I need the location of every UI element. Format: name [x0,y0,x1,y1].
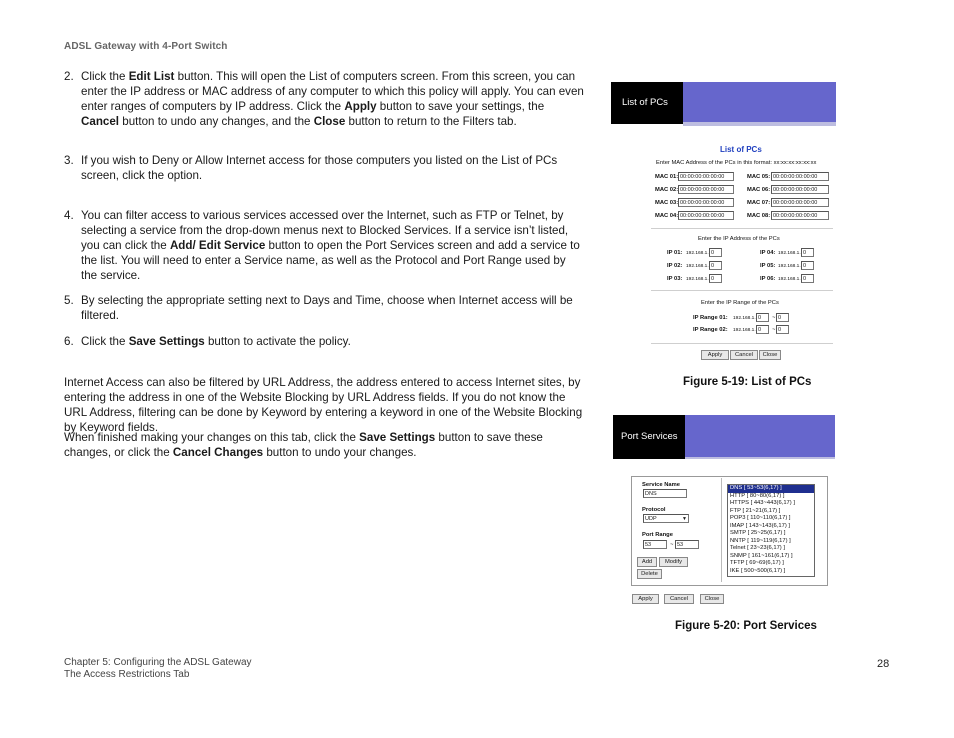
close-button[interactable]: Close [700,594,724,604]
ip-input[interactable]: 0 [801,274,814,283]
header-strip [685,457,835,459]
ip-prefix: 192.168.1. [686,264,709,269]
cancel-button[interactable]: Cancel [730,350,758,360]
screen-title: List of PCs [720,145,762,154]
tab-list-of-pcs[interactable]: List of PCs [611,82,683,124]
bold-term: Save Settings [128,335,205,348]
step-text [81,334,584,349]
text-run: By selecting the appropriate setting next to Days and Time, choose when Internet access will be filtered. [81,294,573,322]
ip-label: IP 01: [667,250,683,256]
ip-input[interactable]: 0 [709,248,722,257]
footer-section: The Access Restrictions Tab [64,669,190,680]
mac-label: MAC 05: [747,174,771,180]
bold-term: Cancel [81,115,120,128]
ip-prefix: 192.168.1. [686,277,709,282]
mac-input[interactable]: 00:00:00:00:00:00 [771,198,829,207]
close-button[interactable]: Close [759,350,781,360]
bold-term: Apply [344,100,377,113]
mac-label: MAC 01: [655,174,679,180]
figure-list-of-pcs [611,76,836,368]
bold-term: Edit List [128,70,175,83]
range-dash: ~ [772,327,776,333]
service-list-item[interactable]: HTTP [ 80~80(6,17) ] [730,492,785,499]
step-number: 6. [64,335,74,348]
ip-label: IP 06: [760,276,776,282]
service-list-item[interactable]: FTP [ 21~21(6,17) ] [730,507,781,514]
text-run: button to save these changes, or click the [64,431,543,459]
port-range-label: Port Range [642,532,673,538]
text-run: button to save your settings, the [376,100,545,113]
ip-instruction: Enter the IP Address of the PCs [698,236,780,242]
step-text [81,69,584,129]
step-5 [64,293,584,323]
service-name-label: Service Name [642,482,681,488]
ip-label: IP 03: [667,276,683,282]
cancel-button[interactable]: Cancel [664,594,694,604]
step-number: 5. [64,294,74,307]
ip-input[interactable]: 0 [709,261,722,270]
range-label: IP Range 02: [693,327,728,333]
modify-button[interactable]: Modify [659,557,688,567]
service-list-item[interactable]: TFTP [ 69~69(6,17) ] [730,560,784,566]
service-list-item[interactable]: POP3 [ 110~110(6,17) ] [730,515,791,521]
step-2 [64,69,584,129]
step-text [81,208,584,283]
page-number: 28 [877,658,890,670]
range-instruction: Enter the IP Range of the PCs [701,300,779,306]
service-list-item[interactable]: SNMP [ 161~161(6,17) ] [730,552,793,559]
ip-input[interactable]: 0 [801,248,814,257]
ip-input[interactable]: 0 [801,261,814,270]
text-run: button to return to the Filters tab. [345,115,517,128]
range-to-input[interactable]: 0 [776,313,789,322]
ip-prefix: 192.168.1. [686,251,709,256]
protocol-label: Protocol [642,507,666,513]
mac-label: MAC 04: [655,213,679,219]
service-list-item[interactable]: SMTP [ 25~25(6,17) ] [730,530,786,536]
text-run: If you wish to Deny or Allow Internet access for those computers you listed on the List of PCs screen, click the option. [81,154,558,182]
step-number: 2. [64,70,74,83]
service-list[interactable] [727,484,815,577]
bold-term: Cancel Changes [172,446,264,459]
apply-button[interactable]: Apply [632,594,659,604]
ip-label: IP 04: [760,250,776,256]
protocol-value: UDP [645,516,657,522]
step-number: 4. [64,209,74,222]
ip-prefix: 192.168.1. [778,264,801,269]
protocol-select[interactable] [643,514,689,523]
step-text [81,153,584,183]
step-text [81,293,584,323]
step-number: 3. [64,154,74,167]
divider [651,343,833,344]
header-strip [683,122,836,126]
range-from-input[interactable]: 0 [756,325,769,334]
apply-button[interactable]: Apply [701,350,729,360]
text-run: Internet Access can also be filtered by URL Address, the address entered to access Internet sites, by entering the address in one of the Website Blocking by URL Address fields. If you do not know the URL Address, filtering can be done by Keyword by entering a keyword in one of the Website Blocking by Keyword fields. [64,376,583,434]
running-header: ADSL Gateway with 4-Port Switch [64,41,228,52]
step-4 [64,208,584,283]
mac-instruction: Enter MAC Address of the PCs in this format: xx:xx:xx:xx:xx:xx [656,160,817,166]
ip-prefix: 192.168.1. [778,251,801,256]
footer-chapter: Chapter 5: Configuring the ADSL Gateway [64,657,252,668]
service-list-item[interactable]: IKE [ 500~500(6,17) ] [730,567,786,574]
bold-term: Add/ Edit Service [169,239,266,252]
mac-input[interactable]: 00:00:00:00:00:00 [678,185,734,194]
ip-input[interactable]: 0 [709,274,722,283]
mac-label: MAC 08: [747,213,771,219]
ip-prefix: 192.168.1. [778,277,801,282]
text-run: button to undo any changes, and the [119,115,314,128]
paragraph-url-filtering [64,375,584,435]
text-run: button. This will open the List of computers screen. From this screen, you can enter the IP address or MAC address of any computer to which this policy will apply. You can even enter ranges of computers by IP address. Click the [81,70,584,113]
bold-term: Save Settings [359,431,436,444]
mac-input[interactable]: 00:00:00:00:00:00 [771,185,829,194]
text-run: Click the [81,70,129,83]
divider [651,290,833,291]
range-label: IP Range 01: [693,315,728,321]
delete-button[interactable]: Delete [637,569,662,579]
range-dash: ~ [772,315,776,321]
mac-input[interactable]: 00:00:00:00:00:00 [771,172,829,181]
range-from-input[interactable]: 0 [756,313,769,322]
mac-input[interactable]: 00:00:00:00:00:00 [678,198,734,207]
ip-label: IP 02: [667,263,683,269]
service-list-item[interactable]: NNTP [ 119~119(6,17) ] [730,537,791,544]
port-from-input[interactable]: 53 [643,540,667,549]
figure-port-services [613,409,835,609]
mac-label: MAC 02: [655,187,679,193]
chevron-down-icon: ▼ [682,516,687,522]
panel-divider [721,478,722,582]
port-range-dash: ~ [670,542,674,548]
mac-label: MAC 07: [747,200,771,206]
text-run: button to open the Port Services screen and add a service to the list. You will need to enter a Service name, as well as the Protocol and Port Range used by the service. [81,239,580,282]
mac-label: MAC 06: [747,187,771,193]
tab-port-services[interactable]: Port Services [613,415,685,459]
screen-header [611,76,836,124]
divider [651,228,833,229]
service-name-input[interactable]: DNS [643,489,687,498]
step-3 [64,153,584,183]
mac-label: MAC 03: [655,200,679,206]
text-run: button to activate the policy. [204,335,351,348]
ip-label: IP 05: [760,263,776,269]
service-list-item[interactable]: HTTPS [ 443~443(6,17) ] [730,500,795,506]
text-run: You can filter access to various services accessed over the Internet, such as FTP or Telnet, by selecting a service from the drop-down menus next to Blocked Services. If a service isn’t listed, you can click the [81,209,569,252]
text-run: Click the [81,335,129,348]
text-run: button to undo your changes. [263,446,417,459]
range-prefix: 192.168.1. [733,316,756,321]
service-list-item[interactable]: Telnet [ 23~23(6,17) ] [730,545,785,551]
paragraph-save-changes [64,430,584,460]
figure-caption-5-20: Figure 5-20: Port Services [675,620,817,632]
bold-term: Close [313,115,346,128]
range-to-input[interactable]: 0 [776,325,789,334]
text-run: When finished making your changes on this tab, click the [64,431,360,444]
mac-input[interactable]: 00:00:00:00:00:00 [678,211,734,220]
port-to-input[interactable]: 53 [675,540,699,549]
add-button[interactable]: Add [637,557,657,567]
service-list-item[interactable]: DNS [ 53~53(6,17) ] [728,485,814,493]
mac-input[interactable]: 00:00:00:00:00:00 [771,211,829,220]
figure-caption-5-19: Figure 5-19: List of PCs [683,376,812,388]
screen-header [613,409,835,459]
step-6 [64,334,584,349]
mac-input[interactable]: 00:00:00:00:00:00 [678,172,734,181]
range-prefix: 192.168.1. [733,328,756,333]
service-list-item[interactable]: IMAP [ 143~143(6,17) ] [730,522,790,529]
